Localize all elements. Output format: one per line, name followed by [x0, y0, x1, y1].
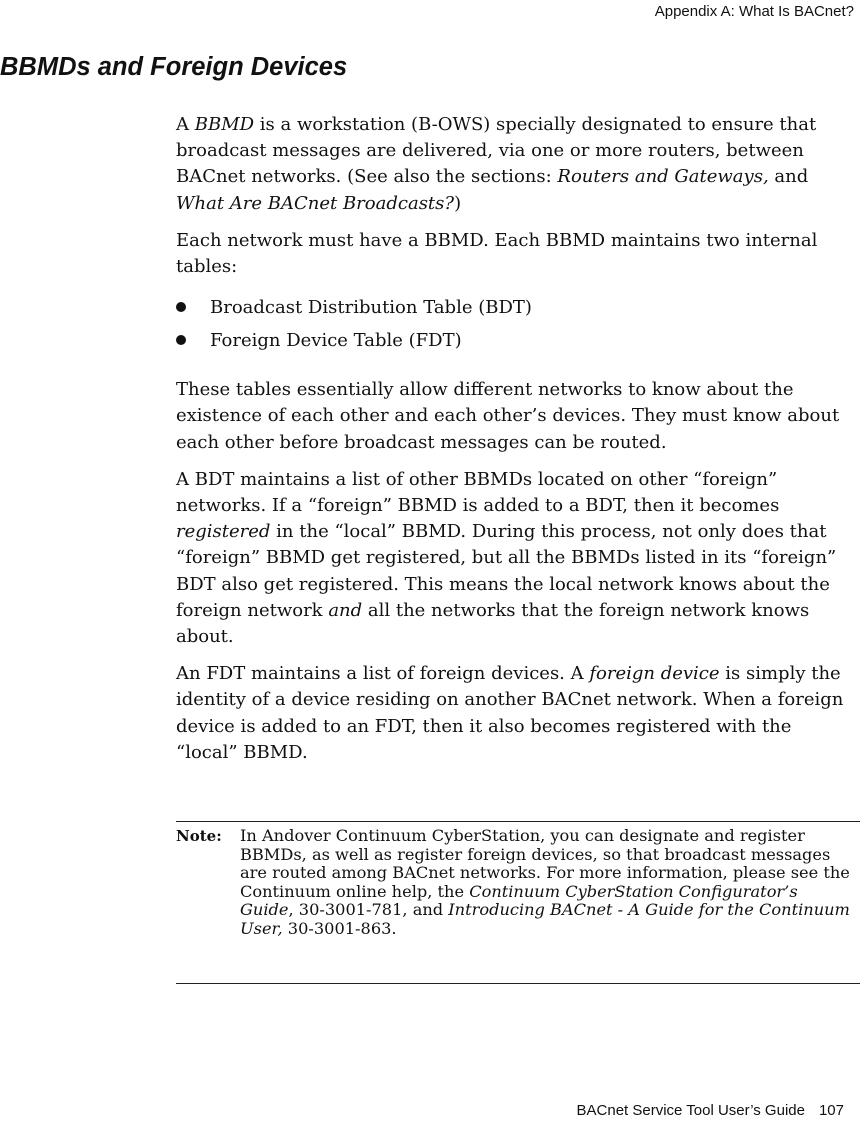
paragraph-fdt: [176, 661, 858, 766]
body-text: [176, 112, 858, 766]
text-run: , 30-3001-781, and: [288, 900, 449, 920]
bullet-list: [176, 291, 858, 357]
cross-reference: Routers and Gateways,: [557, 166, 769, 188]
text-run: in the “local” BBMD. During this process, not only does that “foreign” BBMD get registered, but all the BBMDs listed in its “foreign” BDT also get registered. This means the local network knows about the foreign network: [176, 521, 837, 621]
list-item-text: Foreign Device Table (FDT): [210, 330, 462, 352]
list-item: [176, 324, 858, 357]
text-run: all the networks that the foreign network knows about.: [176, 599, 810, 648]
text-run: 30-3001-863.: [282, 918, 397, 938]
guide-reference: Introducing BACnet - A Guide for the Continuum User,: [240, 900, 850, 938]
text-run: An FDT maintains a list of foreign devices. A: [176, 663, 590, 685]
note-box: [176, 821, 860, 984]
list-item: [176, 291, 858, 324]
guide-reference: Continuum CyberStation Configurator’s Guide: [240, 881, 798, 920]
text-run: In Andover Continuum CyberStation, you can designate and register BBMDs, as well as register foreign devices, so that broadcast messages are routed among BACnet networks. For more information, please see the Continuum online help, the: [240, 826, 850, 901]
section-title: BBMDs and Foreign Devices: [0, 53, 348, 81]
footer-guide-title: BACnet Service Tool User’s Guide: [576, 1102, 805, 1119]
text-run: ): [454, 192, 462, 214]
text-run: and: [768, 166, 809, 188]
paragraph-bbmd-definition: [176, 112, 858, 217]
text-run: is a workstation (B-OWS) specially designated to ensure that broadcast messages are delivered, via one or more routers, between BACnet networks. (See also the sections:: [176, 114, 817, 188]
bullet-icon: [176, 335, 186, 345]
cross-reference: What Are BACnet Broadcasts?: [176, 192, 455, 214]
paragraph-bdt: [176, 467, 858, 650]
text-run: A: [176, 114, 195, 135]
page-footer: [577, 1102, 844, 1119]
running-head: Appendix A: What Is BACnet?: [654, 3, 854, 20]
paragraph-tables-purpose: These tables essentially allow different networks to know about the existence of each other and each other’s devices. They must know about each other before broadcast messages can be routed.: [176, 379, 840, 453]
term-foreign-device: foreign device: [589, 663, 720, 685]
paragraph-tables-intro: Each network must have a BBMD. Each BBMD maintains two internal tables:: [176, 229, 818, 278]
list-item-text: Broadcast Distribution Table (BDT): [210, 297, 532, 319]
note-label: Note:: [176, 827, 222, 845]
text-run: is simply the identity of a device residing on another BACnet network. When a foreign device is added to an FDT, then it also becomes registered with the “local” BBMD.: [176, 663, 844, 763]
term-registered: registered: [176, 521, 271, 543]
bullet-icon: [176, 302, 186, 312]
emphasis: and: [328, 599, 363, 621]
note-text: [240, 827, 856, 939]
term-bbmd: BBMD: [194, 114, 255, 135]
page-number: 107: [818, 1102, 844, 1119]
text-run: A BDT maintains a list of other BBMDs located on other “foreign” networks. If a “foreign” BBMD is added to a BDT, then it becomes: [176, 468, 780, 517]
